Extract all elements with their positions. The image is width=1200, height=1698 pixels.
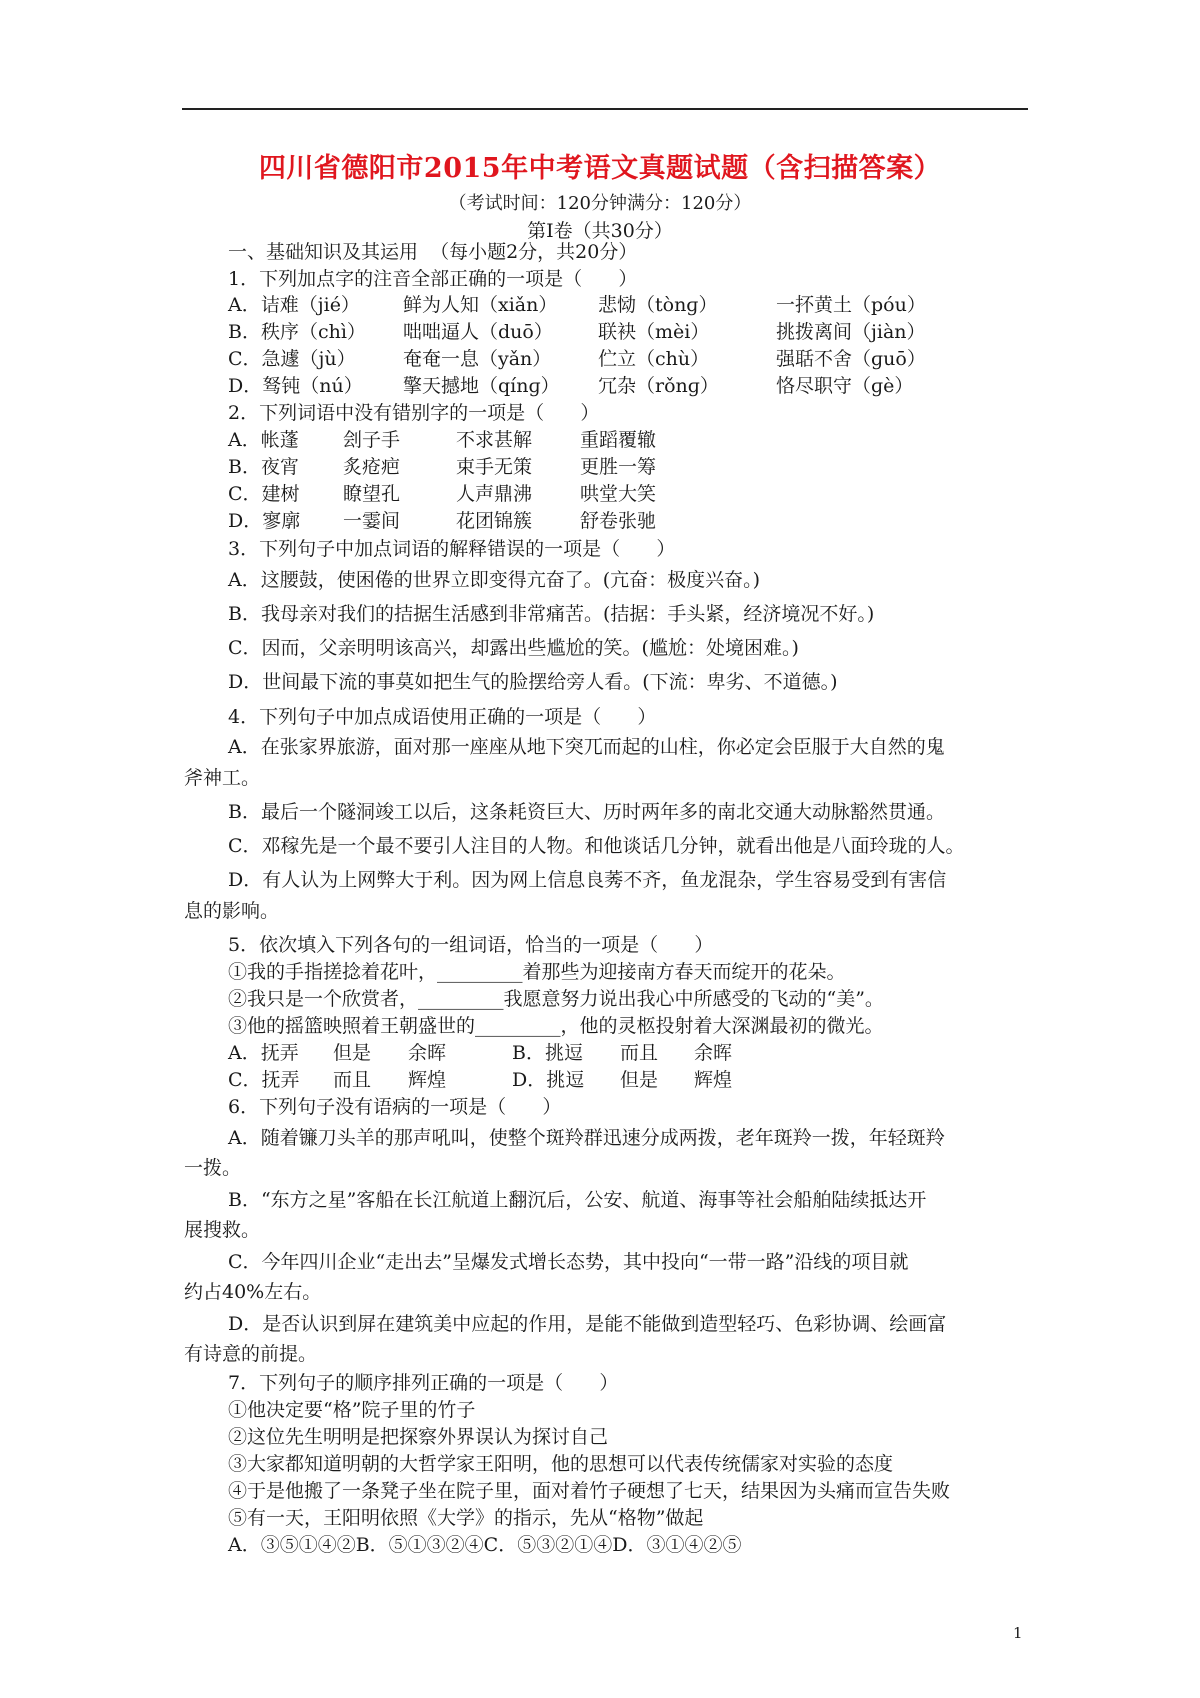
q6-option-a-cont: 一拨。: [184, 1157, 242, 1179]
q5-stem: 5．依次填入下列各句的一组词语，恰当的一项是（ ）: [228, 934, 714, 956]
q3-stem: 3．下列句子中加点词语的解释错误的一项是（ ）: [228, 538, 676, 560]
q2-a-3: 不求甚解: [456, 429, 533, 451]
q1-c-3: 伫立（chù）: [598, 348, 710, 370]
page-number: 1: [1013, 1624, 1023, 1642]
q1-b-1: B．秩序（chì）: [228, 321, 366, 343]
q1-a-3: 悲恸（tònɡ）: [598, 294, 718, 316]
q2-c-4: 哄堂大笑: [580, 483, 657, 505]
q4-stem: 4．下列句子中加点成语使用正确的一项是（ ）: [228, 706, 657, 728]
q2-a-2: 刽子手: [343, 429, 401, 451]
q5-c-1: C．抚弄: [228, 1069, 300, 1091]
q4-option-c: C．邓稼先是一个最不要引人注目的人物。和他谈话几分钟，就看出他是八面玲珑的人。: [228, 835, 965, 857]
q6-option-b-cont: 展搜救。: [184, 1219, 261, 1241]
q4-option-a: A．在张家界旅游，面对那一座座从地下突兀而起的山柱，你必定会臣服于大自然的鬼: [228, 736, 945, 758]
q4-option-b: B．最后一个隧洞竣工以后，这条耗资巨大、历时两年多的南北交通大动脉豁然贯通。: [228, 801, 945, 823]
q1-a-4: 一抔黄土（póu）: [776, 294, 926, 316]
q1-c-1: C．急遽（jù）: [228, 348, 356, 370]
q7-stem: 7．下列句子的顺序排列正确的一项是（ ）: [228, 1372, 619, 1394]
q2-b-4: 更胜一筹: [580, 456, 657, 478]
q6-option-d: D．是否认识到屏在建筑美中应起的作用，是能不能做到造型轻巧、色彩协调、绘画富: [228, 1313, 947, 1335]
q1-b-2: 咄咄逼人（duō）: [403, 321, 553, 343]
q2-b-2: 炙疮疤: [343, 456, 401, 478]
q5-b-3: 余晖: [694, 1042, 733, 1064]
q2-c-2: 瞭望孔: [343, 483, 401, 505]
q5-b-2: 而且: [620, 1042, 659, 1064]
q7-sentence-1: ①他决定要“格”院子里的竹子: [228, 1399, 476, 1421]
q2-c-3: 人声鼎沸: [456, 483, 533, 505]
q6-option-d-cont: 有诗意的前提。: [184, 1343, 318, 1365]
q2-d-1: D．寥廓: [228, 510, 301, 532]
q1-c-2: 奄奄一息（yǎn）: [403, 348, 552, 370]
q7-answer-options: A．③⑤①④②B．⑤①③②④C．⑤③②①④D．③①④②⑤: [228, 1534, 742, 1556]
q1-b-4: 挑拨离间（jiàn）: [776, 321, 926, 343]
q5-d-3: 辉煌: [694, 1069, 733, 1091]
q5-a-1: A．抚弄: [228, 1042, 299, 1064]
header-rule: [182, 108, 1028, 110]
q2-b-3: 束手无策: [456, 456, 533, 478]
q1-d-4: 恪尽职守（ɡè）: [776, 375, 914, 397]
q7-sentence-2: ②这位先生明明是把探察外界误认为探讨自己: [228, 1426, 609, 1448]
q1-d-3: 冗杂（rǒnɡ）: [598, 375, 719, 397]
page-title: 四川省德阳市2015年中考语文真题试题（含扫描答案）: [258, 153, 942, 184]
q5-d-1: D．挑逗: [512, 1069, 585, 1091]
q1-d-1: D．驽钝（nú）: [228, 375, 363, 397]
exam-duration-note: （考试时间：120分钟满分：120分）: [448, 193, 752, 214]
q5-sentence-2: ②我只是一个欣赏者，_________我愿意努力说出我心中所感受的飞动的“美”。: [228, 988, 884, 1010]
q3-option-c: C．因而，父亲明明该高兴，却露出些尴尬的笑。(尴尬：处境困难。): [228, 637, 799, 659]
q7-sentence-3: ③大家都知道明朝的大哲学家王阳明，他的思想可以代表传统儒家对实验的态度: [228, 1453, 894, 1475]
q1-d-2: 擎天撼地（qínɡ）: [403, 375, 560, 397]
q4-option-a-cont: 斧神工。: [184, 767, 261, 789]
q5-b-1: B．挑逗: [512, 1042, 583, 1064]
q2-stem: 2．下列词语中没有错别字的一项是（ ）: [228, 402, 600, 424]
q2-d-3: 花团锦簇: [456, 510, 533, 532]
q6-option-b: B．“东方之星”客船在长江航道上翻沉后，公安、航道、海事等社会船舶陆续抵达开: [228, 1189, 927, 1211]
q4-option-d: D．有人认为上网弊大于利。因为网上信息良莠不齐，鱼龙混杂，学生容易受到有害信: [228, 869, 947, 891]
q6-option-c-cont: 约占40%左右。: [184, 1281, 322, 1303]
q1-stem: 1．下列加点字的注音全部正确的一项是（ ）: [228, 268, 638, 290]
q1-b-3: 联袂（mèi）: [598, 321, 710, 343]
q2-a-1: A．帐蓬: [228, 429, 299, 451]
q5-a-3: 余晖: [408, 1042, 447, 1064]
q2-d-4: 舒卷张驰: [580, 510, 657, 532]
q6-option-c: C．今年四川企业“走出去”呈爆发式增长态势，其中投向“一带一路”沿线的项目就: [228, 1251, 909, 1273]
q2-b-1: B．夜宵: [228, 456, 299, 478]
q7-sentence-4: ④于是他搬了一条凳子坐在院子里，面对着竹子硬想了七天，结果因为头痛而宣告失败: [228, 1480, 951, 1502]
q5-d-2: 但是: [620, 1069, 659, 1091]
q4-option-d-cont: 息的影响。: [184, 900, 280, 922]
q6-option-a: A．随着镰刀头羊的那声吼叫，使整个斑羚群迅速分成两拨，老年斑羚一拨，年轻斑羚: [228, 1127, 945, 1149]
q1-a-2: 鲜为人知（xiǎn）: [403, 294, 558, 316]
q2-c-1: C．建树: [228, 483, 300, 505]
q6-stem: 6．下列句子没有语病的一项是（ ）: [228, 1096, 562, 1118]
section-heading: 一、基础知识及其运用 （每小题2分，共20分）: [228, 241, 638, 263]
q5-c-3: 辉煌: [408, 1069, 447, 1091]
q1-a-1: A．诘难（jié）: [228, 294, 360, 316]
q5-sentence-3: ③他的摇篮映照着王朝盛世的_________，他的灵柩投射着大深渊最初的微光。: [228, 1015, 884, 1037]
q2-d-2: 一霎间: [343, 510, 401, 532]
q3-option-b: B．我母亲对我们的拮据生活感到非常痛苦。(拮据：手头紧，经济境况不好。): [228, 603, 875, 625]
q5-c-2: 而且: [333, 1069, 372, 1091]
q3-option-a: A．这腰鼓，使困倦的世界立即变得亢奋了。(亢奋：极度兴奋。): [228, 569, 761, 591]
q1-c-4: 强聒不舍（ɡuō）: [776, 348, 926, 370]
q2-a-4: 重蹈覆辙: [580, 429, 657, 451]
q7-sentence-5: ⑤有一天，王阳明依照《大学》的指示，先从“格物”做起: [228, 1507, 704, 1529]
q5-sentence-1: ①我的手指搓捻着花叶，_________着那些为迎接南方春天而绽开的花朵。: [228, 961, 846, 983]
q3-option-d: D．世间最下流的事莫如把生气的脸摆给旁人看。(下流：卑劣、不道德。): [228, 671, 838, 693]
q5-a-2: 但是: [333, 1042, 372, 1064]
volume-heading: 第Ⅰ卷（共30分）: [527, 220, 673, 242]
